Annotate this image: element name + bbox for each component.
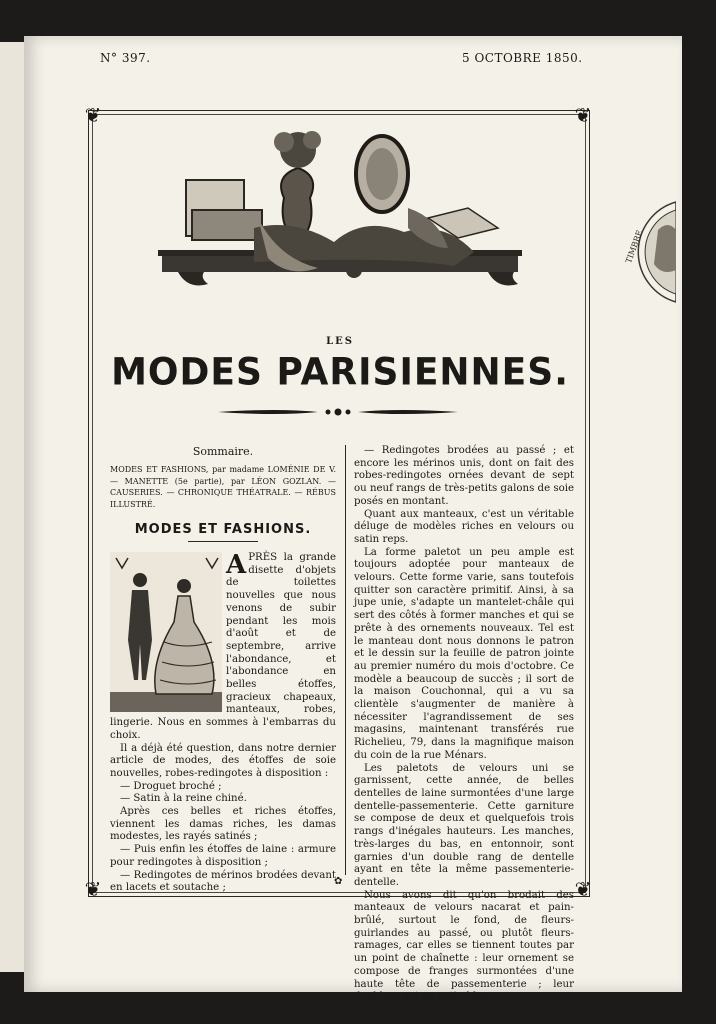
tax-stamp xyxy=(618,200,676,304)
drop-cap: A xyxy=(226,550,247,580)
article-paragraph: Nous avons dit qu'on brodait des manteaux de velours nacarat et pain-brûlé, surtout le fond, de fleurs-guirlandes au passé, ou plutôt fleurs-ramages, car elles se tiennent toutes par un point de chaînette : leur ornement se compose de franges surmontées d'une haute tête de passementerie ; leur doublure est en satin blanc. xyxy=(354,889,574,1003)
fashion-plate-illustration xyxy=(110,552,222,712)
article-paragraph: — Droguet broché ; xyxy=(120,780,222,792)
left-column xyxy=(110,445,336,895)
still-life-engraving xyxy=(158,128,522,308)
sommaire-text: MODES ET FASHIONS, par madame LOMÉNIE DE V. — MANETTE (5e partie), par LÉON GOZLAN. — CAUSERIES. — CHRONIQUE THÉATRALE. — RÉBUS ILLUSTRÉ. xyxy=(110,465,336,509)
article-paragraph: — Puis enfin les étoffes de laine : armure pour redingotes à disposition ; xyxy=(110,844,336,868)
article-paragraph: Les paletots de velours uni se garnissent, cette année, de belles dentelles de laine surmontées d'une large dentelle-passementerie. Cette garniture se compose de deux et quelquefois trois rangs d'inégales hauteurs. Les manches, très-larges du bas, en entonnoir, sont garnies d'un double rang de dentelle ayant en tête la même passementerie-dentelle. xyxy=(354,762,574,888)
corner-ornament-icon: ❦ xyxy=(84,103,102,127)
corner-ornament-icon: ❦ xyxy=(84,877,102,901)
facing-page-edge xyxy=(0,42,24,972)
article-title: MODES ET FASHIONS. xyxy=(134,522,312,537)
corner-ornament-icon: ❦ xyxy=(574,877,592,901)
article-paragraph: PRÈS la grande disette d'objets de toilettes nouvelles que nous venons de subir pendant les mois d'août et de septembre, arrive l'abondance, et l'abondance en belles étoffes, gracieux chapeaux, manteaux, robes, lingerie. Nous en sommes à l'embarras du choix. xyxy=(110,552,336,741)
article-paragraph: — Satin à la reine chiné. xyxy=(120,793,247,805)
issue-date: 5 OCTOBRE 1850. xyxy=(462,51,583,65)
article-paragraph: — Redingotes brodées au passé ; et encore les mérinos unis, dont on fait des robes-redingotes ornées devant de sept ou neuf rangs de très-petits galons de soie posés en montant. xyxy=(354,445,574,507)
sommaire-heading: Sommaire. xyxy=(192,445,254,458)
article-paragraph: Après ces belles et riches étoffes, viennent les damas riches, les damas modestes, les rayés satinés ; xyxy=(110,806,336,843)
issue-number: N° 397. xyxy=(100,51,151,65)
stamp-text: TIMBRE xyxy=(624,229,645,265)
bottom-ornament-icon: ✿ xyxy=(334,876,343,887)
corner-ornament-icon: ❦ xyxy=(574,103,592,127)
decorative-rule xyxy=(218,405,458,419)
article-paragraph: — Redingotes de mérinos brodées devant en lacets et soutache ; xyxy=(110,869,336,894)
column-divider xyxy=(345,445,346,875)
right-column xyxy=(354,445,574,1004)
masthead-title: MODES PARISIENNES. xyxy=(111,350,569,395)
masthead-les: LES xyxy=(326,336,354,347)
article-paragraph: La forme paletot un peu ample est toujours adoptée pour manteaux de velours. Cette forme varie, sans toutefois quitter son caractère primitif. Ainsi, à sa jupe unie, s'adapte un mantelet-châle qui sert des côtés à former manches et qui se prête à des ornements nouveaux. Tel est le manteau dont nous donnons le patron et le dessin sur la feuille de patron jointe au premier numéro du mois d'octobre. Ce modèle a beaucoup de succès ; il sort de la maison Couchonnal, qui a vu sa clientèle s'augmenter de manière à nécessiter l'agrandissement de ses magasins, maintenant transférés rue Richelieu, 79, dans la magnifique maison du coin de la rue Ménars. xyxy=(354,546,574,761)
article-paragraph: Il a déjà été question, dans notre dernier article de modes, des étoffes de soie nouvelles, robes-redingotes à disposition : xyxy=(110,742,336,779)
article-paragraph: Quant aux manteaux, c'est un véritable déluge de modèles riches en velours ou satin reps. xyxy=(354,508,574,545)
article-title-rule xyxy=(188,541,258,542)
